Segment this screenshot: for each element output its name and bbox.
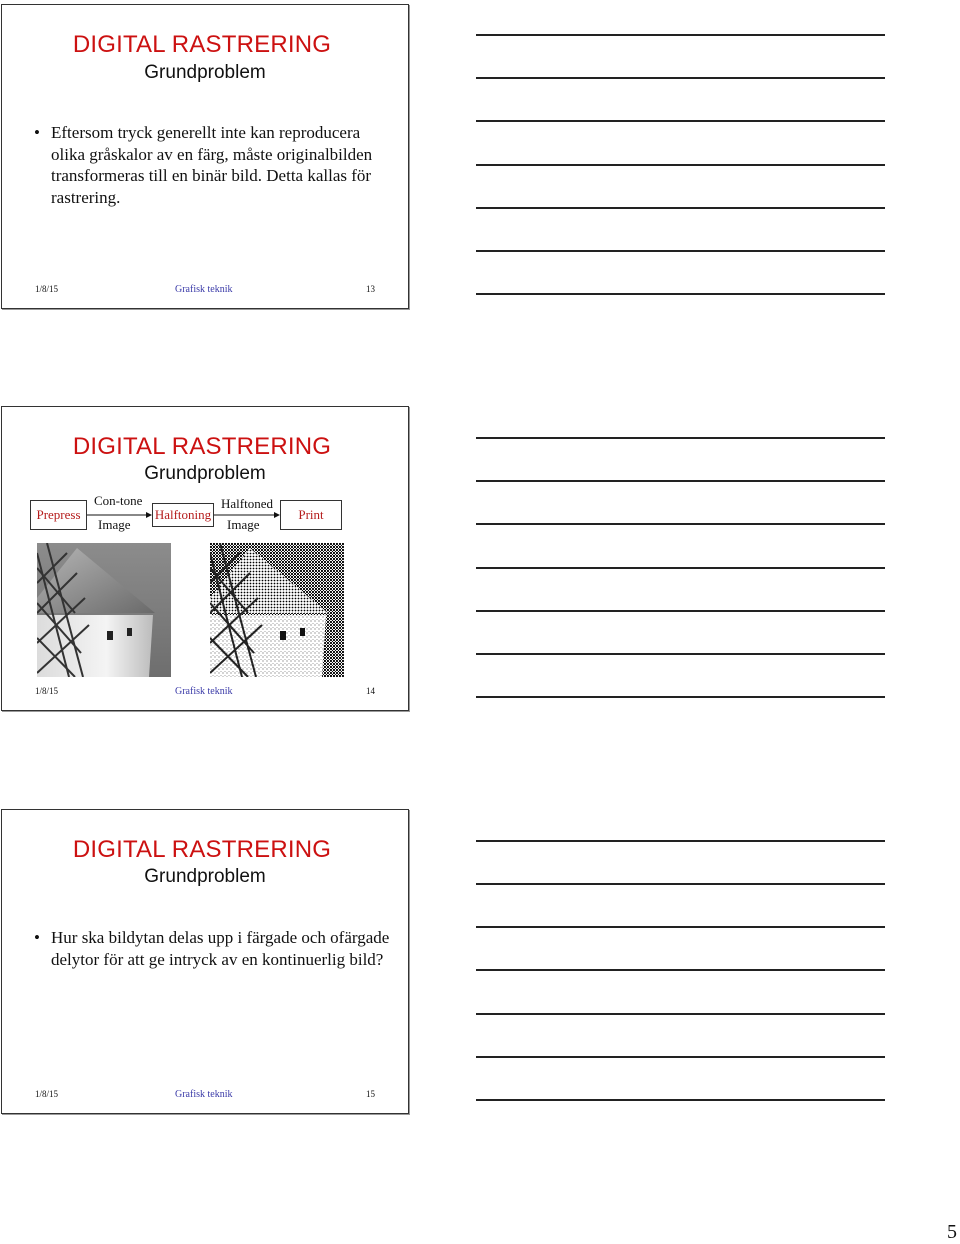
note-line bbox=[476, 653, 885, 655]
note-line bbox=[476, 77, 885, 79]
bullet-text: Eftersom tryck generellt inte kan reproducera olika gråskalor av en färg, måste originalbilden transformeras till en binär bild. Detta kallas för rastrering. bbox=[51, 123, 373, 207]
note-line bbox=[476, 437, 885, 439]
bullet-item bbox=[34, 927, 394, 970]
contone-label-top: Con-tone bbox=[94, 493, 143, 508]
note-line bbox=[476, 840, 885, 842]
contone-label-bottom: Image bbox=[98, 517, 131, 532]
bullet-list bbox=[34, 122, 394, 208]
slide-number: 14 bbox=[366, 686, 375, 696]
bullet-list bbox=[34, 927, 394, 970]
halftoned-label-top: Halftoned bbox=[221, 496, 273, 511]
slide-14 bbox=[1, 406, 409, 711]
slide-number: 13 bbox=[366, 284, 375, 294]
note-line bbox=[476, 120, 885, 122]
slide-date: 1/8/15 bbox=[35, 284, 59, 294]
slide-title: DIGITAL RASTRERING bbox=[72, 836, 332, 863]
slide-footer-title: Grafisk teknik bbox=[175, 1089, 233, 1100]
bullet-item bbox=[34, 122, 394, 208]
bullet-text: Hur ska bildytan delas upp i färgade och ofärgade delytor för att ge intryck av en kontinuerlig bild? bbox=[51, 928, 390, 969]
note-line bbox=[476, 164, 885, 166]
slide-subtitle: Grundproblem bbox=[144, 62, 266, 83]
halftoned-label-bottom: Image bbox=[227, 517, 260, 532]
prepress-label: Prepress bbox=[36, 507, 81, 522]
slide-15 bbox=[1, 809, 409, 1114]
slide-subtitle: Grundproblem bbox=[144, 866, 266, 887]
slide-13 bbox=[1, 4, 409, 309]
note-line bbox=[476, 480, 885, 482]
slide-date: 1/8/15 bbox=[35, 686, 59, 696]
note-line bbox=[476, 1099, 885, 1101]
slide-date: 1/8/15 bbox=[35, 1089, 59, 1099]
windmill-halftoned-image bbox=[210, 543, 344, 677]
slide-subtitle: Grundproblem bbox=[144, 463, 266, 484]
note-line bbox=[476, 250, 885, 252]
slide-number: 15 bbox=[366, 1089, 375, 1099]
note-line bbox=[476, 1013, 885, 1015]
windmill-contone-image bbox=[37, 543, 171, 677]
note-line bbox=[476, 1056, 885, 1058]
note-line bbox=[476, 293, 885, 295]
halftoning-label: Halftoning bbox=[154, 507, 212, 522]
bullet-icon: • bbox=[34, 928, 40, 947]
slide-footer-title: Grafisk teknik bbox=[175, 686, 233, 697]
slide-title: DIGITAL RASTRERING bbox=[72, 31, 332, 58]
page-number: 5 bbox=[947, 1221, 957, 1243]
note-line bbox=[476, 34, 885, 36]
slide-footer-title: Grafisk teknik bbox=[175, 284, 233, 295]
note-line bbox=[476, 610, 885, 612]
note-line bbox=[476, 926, 885, 928]
note-line bbox=[476, 696, 885, 698]
note-line bbox=[476, 207, 885, 209]
slide-title: DIGITAL RASTRERING bbox=[72, 433, 332, 460]
print-label: Print bbox=[298, 507, 324, 522]
note-line bbox=[476, 523, 885, 525]
bullet-icon: • bbox=[34, 123, 40, 142]
note-line bbox=[476, 567, 885, 569]
note-line bbox=[476, 883, 885, 885]
note-line bbox=[476, 969, 885, 971]
